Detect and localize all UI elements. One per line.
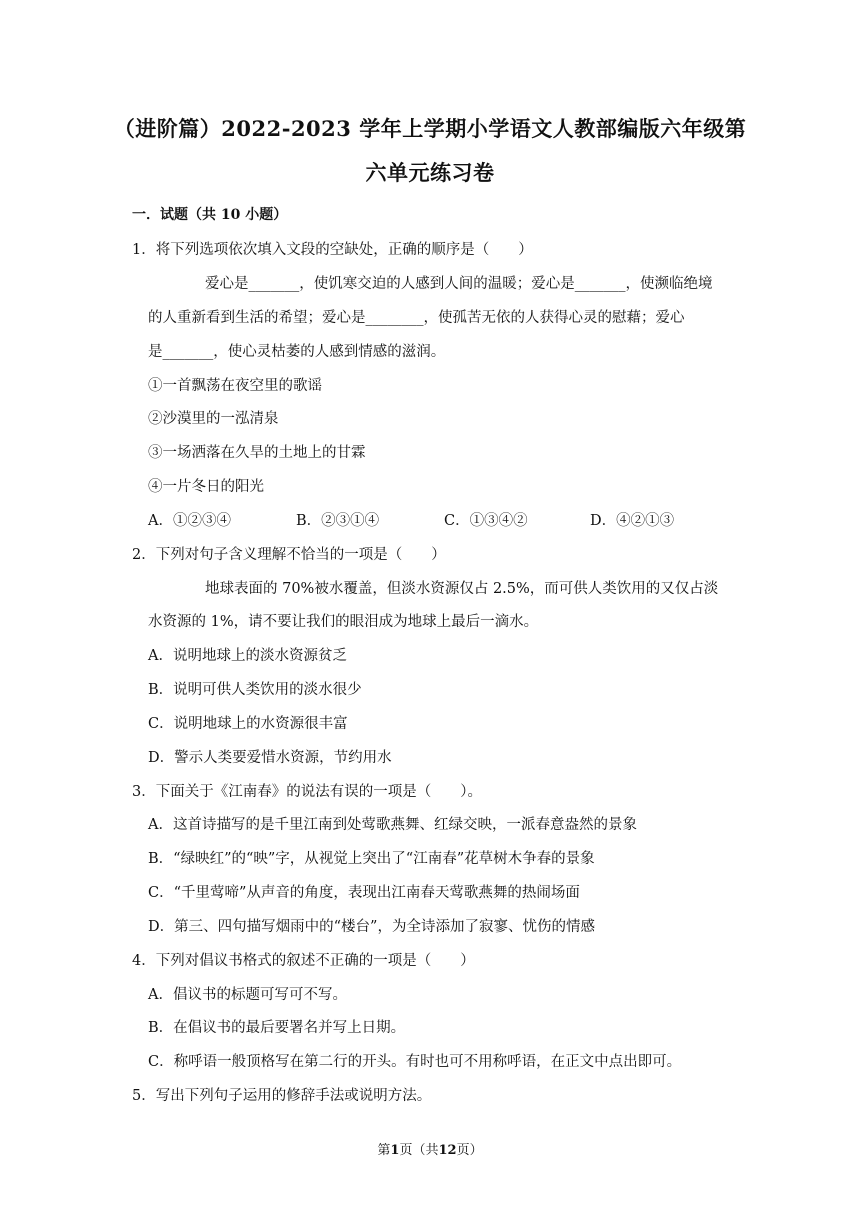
q1-passage-line2: 的人重新看到生活的希望；爱心是________，使孤苦无依的人获得心灵的慰藉；爱心 [148, 310, 685, 326]
footer-total-pages: 12 [438, 1143, 457, 1158]
q2-option-c[interactable]: C．说明地球上的水资源很丰富 [148, 716, 348, 732]
q1-options [148, 509, 674, 530]
q3-option-a[interactable]: A．这首诗描写的是千里江南到处莺歌燕舞、红绿交映，一派春意盎然的景象 [148, 817, 637, 833]
q2-option-a[interactable]: A．说明地球上的淡水资源贫乏 [148, 648, 347, 664]
q1-option-d[interactable]: D．④②①③ [590, 513, 675, 529]
q1-option-b[interactable]: B．②③①④ [296, 513, 380, 529]
q4-stem: 4．下列对倡议书格式的叙述不正确的一项是（ ） [132, 953, 475, 969]
q1-passage-line3: 是_______，使心灵枯萎的人感到情感的滋润。 [148, 344, 446, 360]
q1-option-c[interactable]: C．①③④② [444, 513, 528, 529]
footer-suffix: 页） [456, 1143, 483, 1158]
document-title-line2: 六单元练习卷 [365, 160, 495, 185]
q3-option-b[interactable]: B．“绿映红”的“映”字，从视觉上突出了“江南春”花草树木争春的景象 [148, 851, 595, 867]
footer-prefix: 第 [377, 1143, 391, 1158]
section-heading: 一．试题（共 10 小题） [132, 207, 288, 223]
q1-item-4: ④一片冬日的阳光 [148, 479, 264, 495]
document-title-line1: （进阶篇）2022-2023 学年上学期小学语文人教部编版六年级第 [113, 116, 747, 141]
q3-stem: 3．下面关于《江南春》的说法有误的一项是（ ）。 [132, 784, 482, 800]
q1-passage-line1: 爱心是_______，使饥寒交迫的人感到人间的温暖；爱心是_______，使濒临绝境 [205, 276, 713, 292]
q4-option-b[interactable]: B．在倡议书的最后要署名并写上日期。 [148, 1020, 406, 1036]
q2-stem: 2．下列对句子含义理解不恰当的一项是（ ） [132, 547, 446, 563]
q4-option-c[interactable]: C．称呼语一般顶格写在第二行的开头。有时也可不用称呼语，在正文中点出即可。 [148, 1054, 682, 1070]
q3-option-c[interactable]: C．“千里莺啼”从声音的角度，表现出江南春天莺歌燕舞的热闹场面 [148, 885, 580, 901]
page-footer [0, 1139, 860, 1158]
q1-item-3: ③一场洒落在久旱的土地上的甘霖 [148, 445, 366, 461]
q2-passage-line2: 水资源的 1%，请不要让我们的眼泪成为地球上最后一滴水。 [148, 614, 539, 630]
footer-mid: 页（共 [399, 1143, 439, 1158]
q1-option-a[interactable]: A．①②③④ [148, 513, 231, 529]
q4-option-a[interactable]: A．倡议书的标题可写可不写。 [148, 987, 347, 1003]
q1-item-2: ②沙漠里的一泓清泉 [148, 411, 279, 427]
footer-page-number: 1 [390, 1143, 400, 1158]
q5-stem: 5．写出下列句子运用的修辞手法或说明方法。 [132, 1088, 432, 1104]
q1-stem: 1．将下列选项依次填入文段的空缺处，正确的顺序是（ ） [132, 242, 533, 258]
q2-option-b[interactable]: B．说明可供人类饮用的淡水很少 [148, 682, 362, 698]
q2-passage-line1: 地球表面的 70%被水覆盖，但淡水资源仅占 2.5%，而可供人类饮用的又仅占淡 [205, 581, 719, 597]
q2-option-d[interactable]: D．警示人类要爱惜水资源，节约用水 [148, 750, 392, 766]
q1-item-1: ①一首飘荡在夜空里的歌谣 [148, 378, 322, 394]
q3-option-d[interactable]: D．第三、四句描写烟雨中的“楼台”，为全诗添加了寂寥、忧伤的情感 [148, 919, 595, 935]
